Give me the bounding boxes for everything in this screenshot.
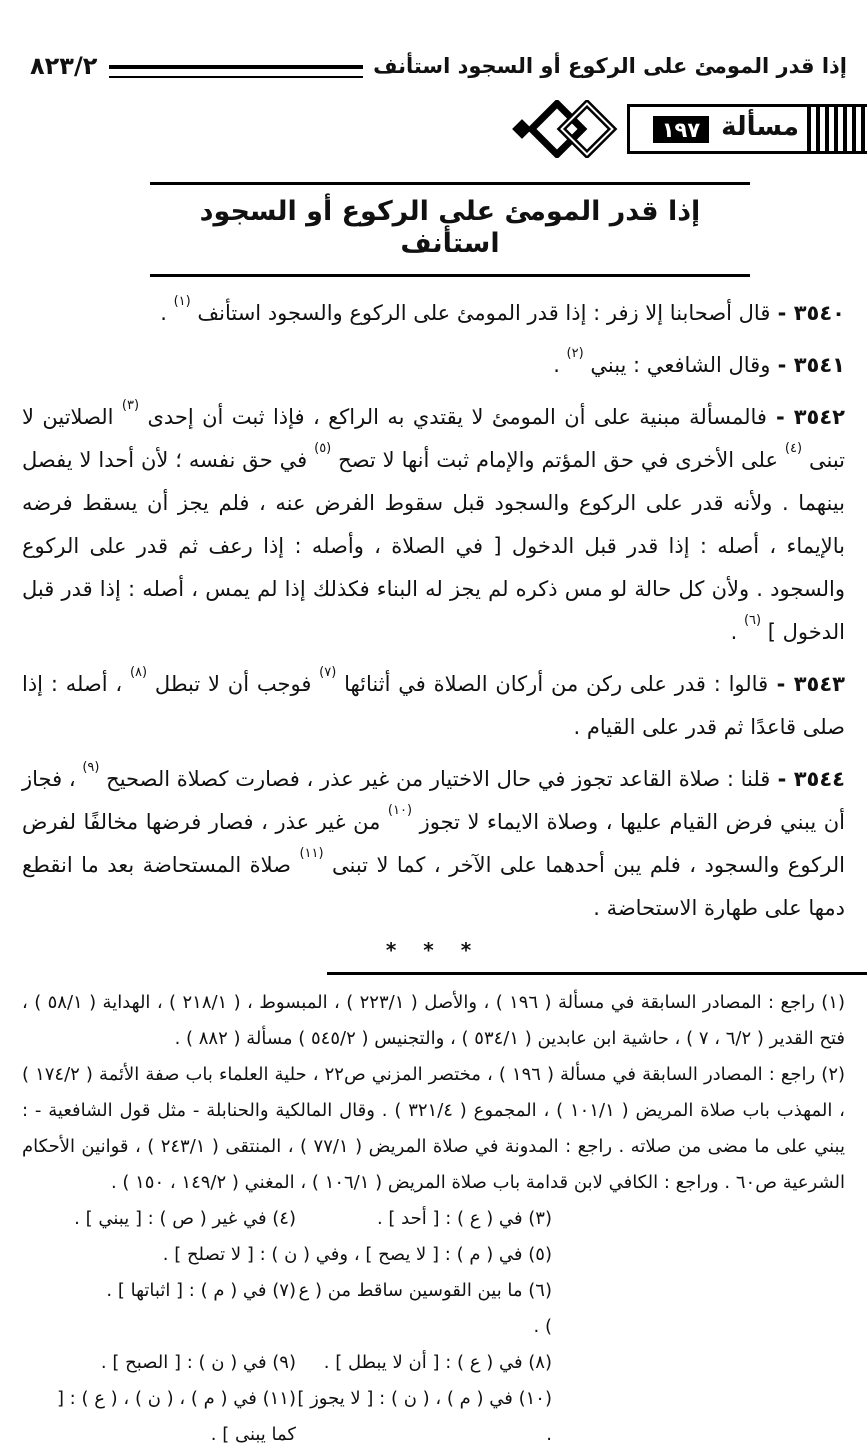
footnote-ref: (٦) (743, 612, 762, 628)
body-paragraph (22, 344, 845, 387)
paragraph-number: ٣٥٤٤ - (770, 766, 846, 791)
footnote-item: (٦) ما بين القوسين ساقط من ( ع ) . (298, 1279, 552, 1337)
footnote-item: (٥) في ( م ) : [ لا يصح ] ، وفي ( ن ) : [ لا تصلح ] . (162, 1243, 552, 1265)
footnote-item: (٣) في ( ع ) : [ أحد ] . (376, 1207, 552, 1229)
footnote-ref: (١٠) (387, 802, 413, 818)
stripes-decoration (807, 107, 867, 151)
footnote-ref: (١) (173, 293, 191, 309)
footnote-item: (٤) في غير ( ص ) : [ يبني ] . (74, 1207, 296, 1229)
paragraph-text: . (553, 352, 567, 377)
paragraph-text: فوجب أن لا تبطل (147, 671, 320, 696)
footnote-ref: (١١) (299, 845, 324, 861)
footnote-item: (٩) في ( ن ) : [ الصبح ] . (100, 1351, 296, 1373)
footnote-ref: (٨) (129, 664, 148, 680)
paragraph-text: على الأخرى في حق المؤتم والإمام ثبت أنها لا تصح (331, 447, 785, 472)
paragraph-text: . (730, 619, 744, 644)
footnote-item: (٨) في ( ع ) : [ أن لا يبطل ] . (323, 1351, 552, 1373)
paragraph-text: ، أصله : إذا صلى قاعدًا ثم قدر على القيام . (22, 671, 845, 739)
paragraph-number: ٣٥٤٣ - (768, 671, 845, 696)
paragraph-text: قالوا : قدر على ركن من أركان الصلاة في أثنائها (336, 671, 769, 696)
footnote-ref: (٥) (314, 440, 332, 456)
masala-badge-row (0, 100, 867, 158)
paragraph-number: ٣٥٤٢ - (766, 404, 845, 429)
footnote-item: (٢) راجع : المصادر السابقة في مسألة ( ١٩٦ ) ، مختصر المزني ص٢٢ ، حلية العلماء باب صفة الأئمة ( ١٧٤/٢ ) ، المهذب باب صلاة المريض ( ١٠١/١ ) ، المجموع ( ٣٢١/٤ ) . وقال المالكية والحنابلة - مثل قول الشافعية - : يبني على ما مضى من صلاته . راجع : المدونة في صلاة المريض ( ٧٧/١ ) ، المنتقى ( ٢٤٣/١ ) ، قوانين الأحكام الشرعية ص٦٠ . وراجع : الكافي لابن قدامة باب صلاة المريض ( ١٠٦/١ ) ، المغني ( ١٤٩/٢ ، ١٥٠ ) . (22, 1063, 846, 1193)
footnotes (0, 985, 867, 1453)
footnote-row (40, 1273, 552, 1345)
footnote-ref: (٧) (319, 664, 337, 680)
footnote-ref: (٢) (566, 345, 584, 361)
masala-number-badge: ١٩٧ (653, 116, 709, 143)
paragraph-number: ٣٥٤٠ - (770, 300, 845, 325)
section-title: إذا قدر المومئ على الركوع أو السجود استأنف (150, 182, 750, 277)
footnote-divider (327, 972, 867, 975)
footnote-ref: (٩) (82, 759, 100, 775)
paragraph-text: فالمسألة مبنية على أن المومئ لا يقتدي به الراكع ، فإذا ثبت أن إحدى (139, 404, 767, 429)
footnotes-long (22, 985, 845, 1201)
footnote-item: (٧) في ( م ) : [ اثباتها ] . (106, 1279, 296, 1301)
footnote-row (40, 1237, 552, 1273)
paragraph-text: . (160, 300, 174, 325)
paragraph-text: صلاة المستحاضة بعد ما انقطع دمها على طهارة الاستحاضة . (22, 852, 845, 920)
paragraph-text: وقال الشافعي : يبني (583, 352, 771, 377)
diamond-icon (512, 119, 532, 139)
paragraph-text: قلنا : صلاة القاعد تجوز في حال الاختيار من غير عذر ، فصارت كصلاة الصحيح (99, 766, 771, 791)
body-paragraph (22, 663, 845, 749)
body-text (0, 277, 867, 930)
masala-band (627, 104, 867, 154)
body-paragraph (22, 396, 845, 654)
paragraph-text: الصلاتين لا تبنى (22, 404, 845, 472)
footnote-row (40, 1381, 552, 1453)
footnote-ref: (٣) (121, 397, 140, 413)
footnote-item: (١٠) في ( م ) ، ( ن ) : [ لا يجوز ] . (297, 1387, 552, 1445)
paragraph-text: قال أصحابنا إلا زفر : إذا قدر المومئ على الركوع والسجود استأنف (190, 300, 771, 325)
footnote-row (40, 1201, 552, 1237)
header-double-rule (109, 65, 363, 78)
footnote-item: (١١) في ( م ) ، ( ن ) ، ( ع ) : [ كما يبنى ] . (56, 1387, 296, 1445)
footnote-item: (١) راجع : المصادر السابقة في مسألة ( ١٩٦ ) ، والأصل ( ٢٢٣/١ ) ، المبسوط ، ( ٢١٨/١ ) ، الهداية ( ٥٨/١ ) ، فتح القدير ( ٦/٢ ، ٧ ) ، حاشية ابن عابدين ( ٥٣٤/١ ) ، والتجنيس ( ٥٤٥/٢ ) مسألة ( ٨٨٢ ) . (22, 991, 845, 1049)
footnote-ref: (٤) (784, 440, 803, 456)
page-number: ٨٢٣/٢ (30, 52, 98, 80)
footnotes-grid (40, 1201, 552, 1453)
paragraph-text: في حق نفسه ؛ لأن أحدا لا يفصل بينهما . ولأنه قدر على الركوع والسجود قبل سقوط الفرض عنه ، فلم يجز أن يسقط فرضه بالإيماء ، أصله : إذا قدر قبل الدخول [ في الصلاة ، وأصله : إذا رعف ثم قدر على الركوع والسجود . ولأن كل حالة لو مس ذكره لم يجز له البناء فكذلك إذا لم يمس ، أصله : إذا قدر قبل الدخول ] (22, 447, 845, 644)
paragraph-number: ٣٥٤١ - (770, 352, 845, 377)
footnote-row (40, 1345, 552, 1381)
masala-label: مسألة (721, 112, 799, 142)
body-paragraph (22, 292, 845, 335)
body-paragraph (22, 758, 845, 930)
paragraph-text: من غير عذر ، فصار فرضها مخالفًا لفرض الركوع والسجود ، فلم يبن أحدهما على الآخر ، كما لا تبنى (22, 809, 845, 877)
running-head-title: إذا قدر المومئ على الركوع أو السجود استأنف (373, 54, 847, 78)
separator-stars: * * * (385, 937, 482, 962)
paragraph-text: ، فجاز أن يبني فرض القيام عليها ، وصلاة الايماء لا تجوز (22, 766, 845, 834)
ornament-knot-icon (509, 100, 627, 158)
page-header (0, 0, 867, 80)
